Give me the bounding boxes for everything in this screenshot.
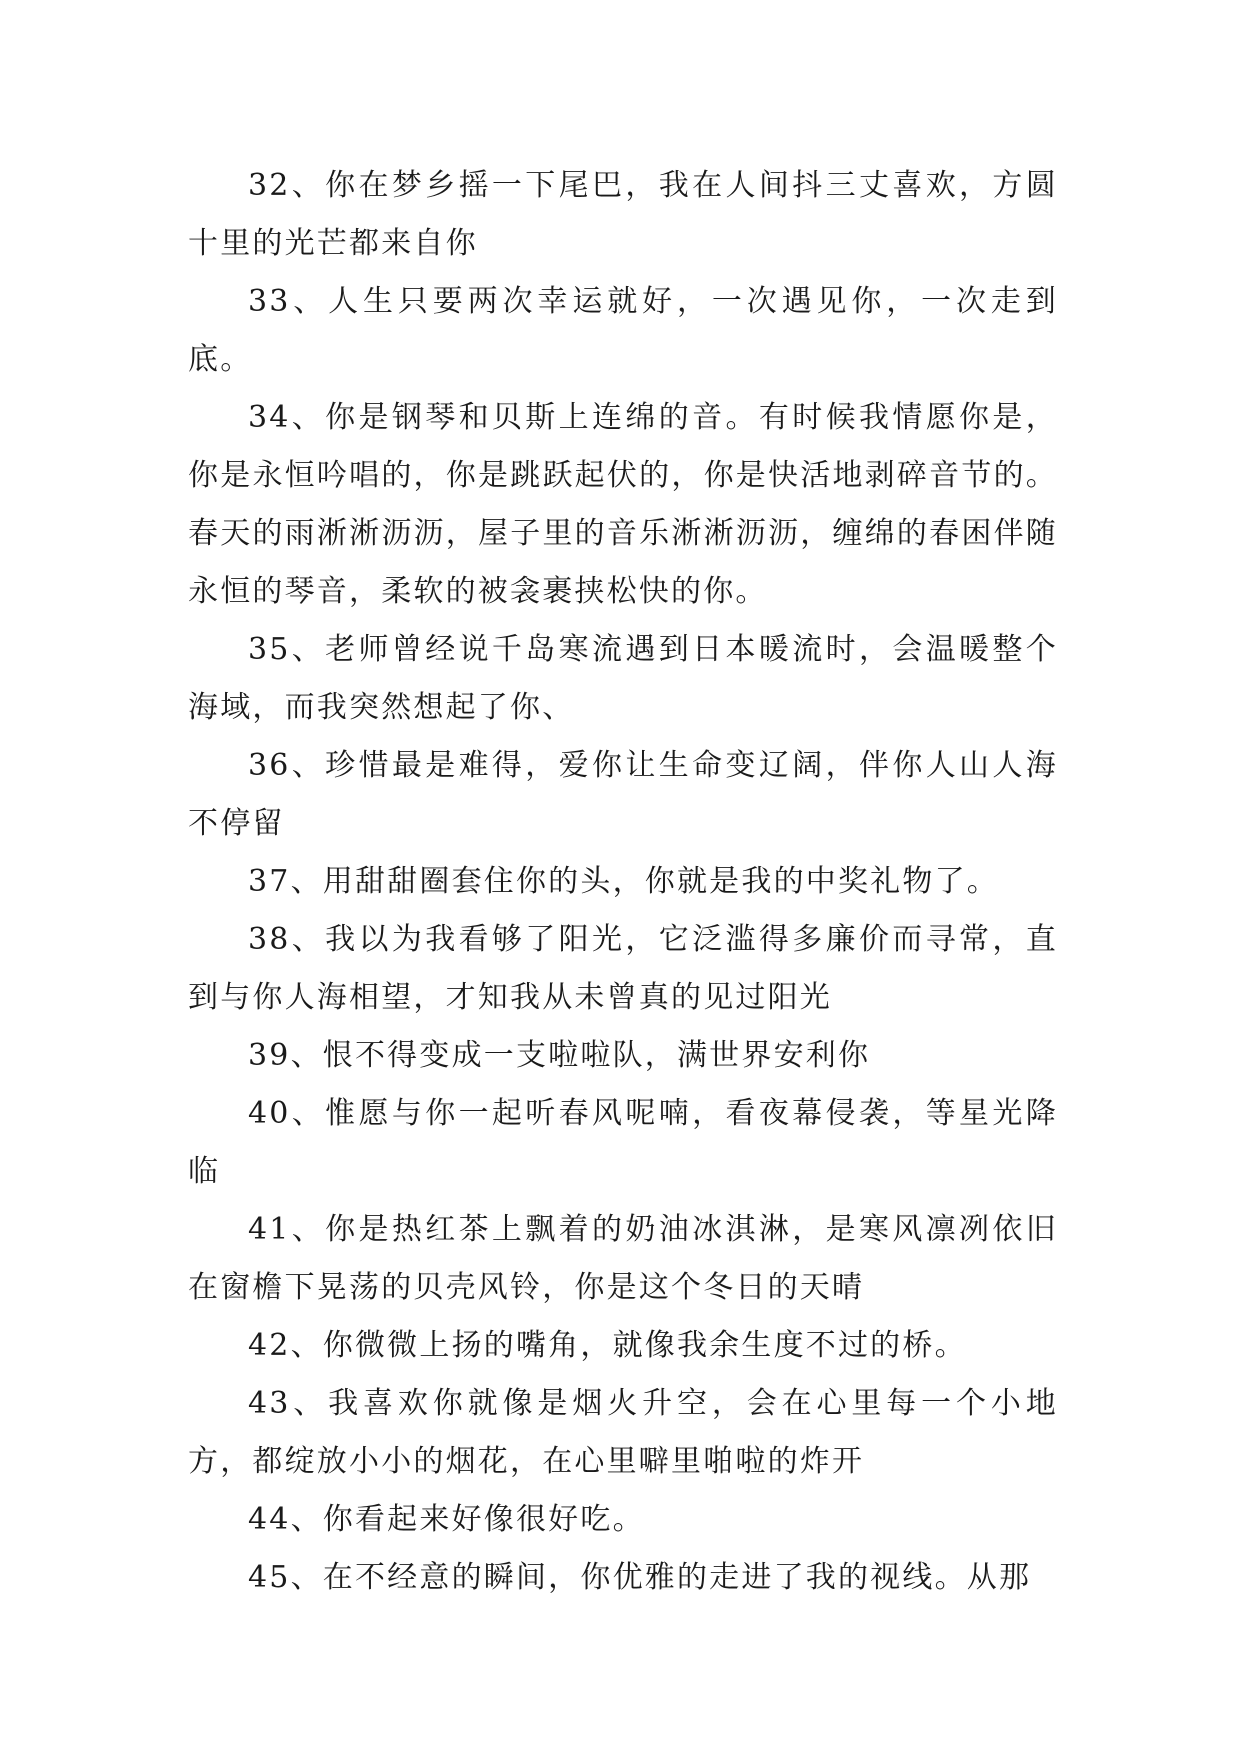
paragraph-36: 36、珍惜最是难得，爱你让生命变辽阔，伴你人山人海不停留 — [188, 748, 1058, 841]
paragraph-44: 44、你看起来好像很好吃。 — [248, 1502, 645, 1537]
paragraph-43: 43、我喜欢你就像是烟火升空，会在心里每一个小地方，都绽放小小的烟花，在心里噼里啪啦的炸开 — [188, 1386, 1058, 1479]
paragraph-37: 37、用甜甜圈套住你的头，你就是我的中奖礼物了。 — [248, 864, 999, 899]
paragraph-38: 38、我以为我看够了阳光，它泛滥得多廉价而寻常，直到与你人海相望，才知我从未曾真的见过阳光 — [188, 922, 1058, 1015]
paragraph-39: 39、恨不得变成一支啦啦队，满世界安利你 — [248, 1038, 871, 1073]
paragraph-40: 40、惟愿与你一起听春风呢喃，看夜幕侵袭，等星光降临 — [188, 1096, 1058, 1189]
paragraph-42: 42、你微微上扬的嘴角，就像我余生度不过的桥。 — [248, 1328, 967, 1363]
paragraph-34: 34、你是钢琴和贝斯上连绵的音。有时候我情愿你是，你是永恒吟唱的，你是跳跃起伏的，你是快活地剥碎音节的。春天的雨淅淅沥沥，屋子里的音乐淅淅沥沥，缠绵的春困伴随永恒的琴音，柔软的被衾裹挟松快的你。 — [188, 400, 1058, 609]
paragraph-41: 41、你是热红茶上飘着的奶油冰淇淋，是寒风凛冽依旧在窗檐下晃荡的贝壳风铃，你是这个冬日的天晴 — [188, 1212, 1058, 1305]
document-body — [188, 157, 1058, 1607]
paragraph-45: 45、在不经意的瞬间，你优雅的走进了我的视线。从那 — [248, 1560, 1032, 1595]
paragraph-33: 33、人生只要两次幸运就好，一次遇见你，一次走到底。 — [188, 284, 1058, 377]
paragraph-35: 35、老师曾经说千岛寒流遇到日本暖流时，会温暖整个海域，而我突然想起了你、 — [188, 632, 1058, 725]
paragraph-32: 32、你在梦乡摇一下尾巴，我在人间抖三丈喜欢，方圆十里的光芒都来自你 — [188, 168, 1058, 261]
